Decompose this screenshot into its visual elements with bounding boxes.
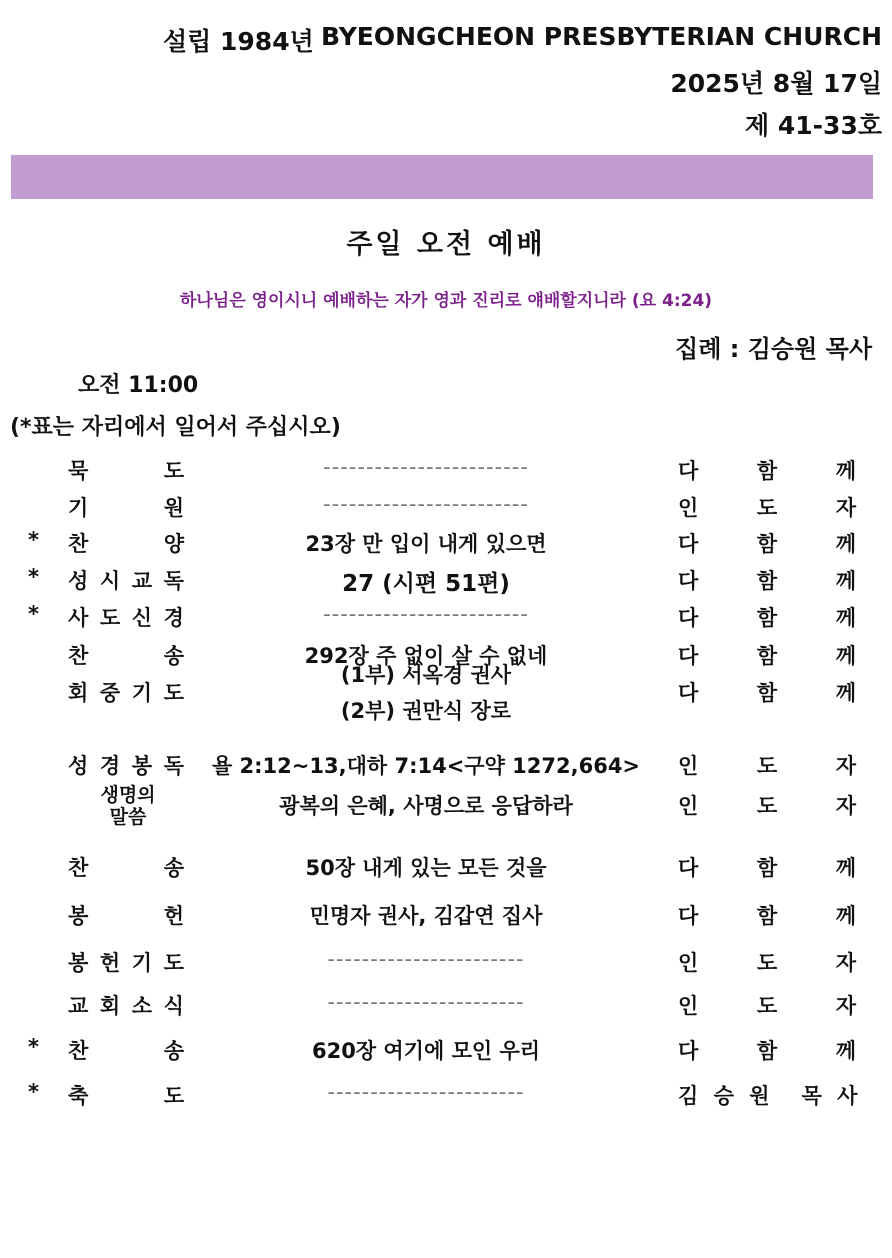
- order-item-content: 620장 여기에 모인 우리: [311, 1039, 541, 1063]
- order-item-responsible: 다 함 께: [678, 904, 856, 928]
- order-item-label: 묵 도: [68, 459, 184, 483]
- order-item-responsible: 인 도 자: [678, 951, 856, 975]
- issue-number: 제 41-33호: [745, 111, 882, 140]
- order-item-content: 민명자 권사, 김갑연 집사: [309, 904, 543, 928]
- order-item-responsible: 다 함 께: [678, 856, 856, 880]
- order-item-content: ------------------------: [323, 455, 529, 479]
- order-item-label: 성 시 교 독: [68, 569, 184, 593]
- standing-marker: *: [28, 1035, 39, 1059]
- order-item-responsible: 다 함 께: [678, 459, 856, 483]
- order-item-content: 욜 2:12~13,대하 7:14<구약 1272,664>: [211, 754, 641, 778]
- order-item-content-line2: (2부) 권만식 장로: [340, 699, 512, 723]
- order-item-label: 찬 양: [68, 532, 184, 556]
- order-item-content: 50장 내게 있는 모든 것을: [305, 856, 547, 880]
- order-item-content: 292장 주 없이 살 수 없네: [304, 644, 548, 668]
- scripture-verse: 하나님은 영이시니 예배하는 자가 영과 진리로 얘배할지니라 (요 4:24): [179, 291, 713, 311]
- order-item-label: 회 중 기 도: [68, 681, 184, 705]
- order-item-responsible: 인 도 자: [678, 754, 856, 778]
- order-item-responsible: 김 승 원 목 사: [678, 1084, 862, 1108]
- order-item-content: -----------------------: [327, 990, 525, 1014]
- established-year: 설립 1984년: [163, 27, 314, 56]
- order-item-responsible: 다 함 께: [678, 532, 856, 556]
- order-item-responsible: 다 함 께: [678, 681, 856, 705]
- standing-note: (*표는 자리에서 일어서 주십시오): [10, 415, 341, 440]
- order-item-content: ------------------------: [323, 492, 529, 516]
- order-item-label: 봉 헌: [68, 904, 184, 928]
- standing-marker: *: [28, 565, 39, 589]
- bulletin-date: 2025년 8월 17일: [670, 69, 882, 98]
- service-title: 주일 오전 예배: [346, 229, 546, 260]
- order-item-label: 찬 송: [68, 856, 184, 880]
- church-name: BYEONGCHEON PRESBYTERIAN CHURCH: [321, 22, 882, 51]
- order-item-content: ------------------------: [323, 602, 529, 626]
- order-item-label: 기 원: [68, 496, 184, 520]
- order-item-label: 봉 헌 기 도: [68, 951, 184, 975]
- order-item-label: 사 도 신 경: [68, 606, 184, 630]
- standing-marker: *: [28, 528, 39, 552]
- service-time: 오전 11:00: [78, 373, 199, 398]
- order-item-responsible: 다 함 께: [678, 1039, 856, 1063]
- order-item-content: 광복의 은혜, 사명으로 응답하라: [279, 794, 573, 818]
- order-item-content: 23장 만 입이 내게 있으면: [305, 532, 547, 556]
- order-item-label: 축 도: [68, 1084, 184, 1108]
- order-item-responsible: 인 도 자: [678, 794, 856, 818]
- order-item-content: -----------------------: [327, 947, 525, 971]
- order-item-label: 생명의 말씀: [100, 784, 156, 828]
- standing-marker: *: [28, 1080, 39, 1104]
- order-item-label: 교 회 소 식: [68, 994, 184, 1018]
- order-item-label: 찬 송: [68, 644, 184, 668]
- service-leader: 집례 : 김승원 목사: [675, 335, 872, 363]
- standing-marker: *: [28, 602, 39, 626]
- order-item-label: 성 경 봉 독: [68, 754, 184, 778]
- order-item-label: 찬 송: [68, 1039, 184, 1063]
- order-item-responsible: 다 함 께: [678, 644, 856, 668]
- order-item-responsible: 다 함 께: [678, 569, 856, 593]
- order-item-content: -----------------------: [327, 1080, 525, 1104]
- order-item-content: 27 (시편 51편): [342, 571, 510, 597]
- order-item-responsible: 인 도 자: [678, 496, 856, 520]
- order-item-responsible: 다 함 께: [678, 606, 856, 630]
- header-color-band: [11, 155, 873, 199]
- order-item-content: (1부) 서옥경 권사: [340, 663, 512, 687]
- order-item-responsible: 인 도 자: [678, 994, 856, 1018]
